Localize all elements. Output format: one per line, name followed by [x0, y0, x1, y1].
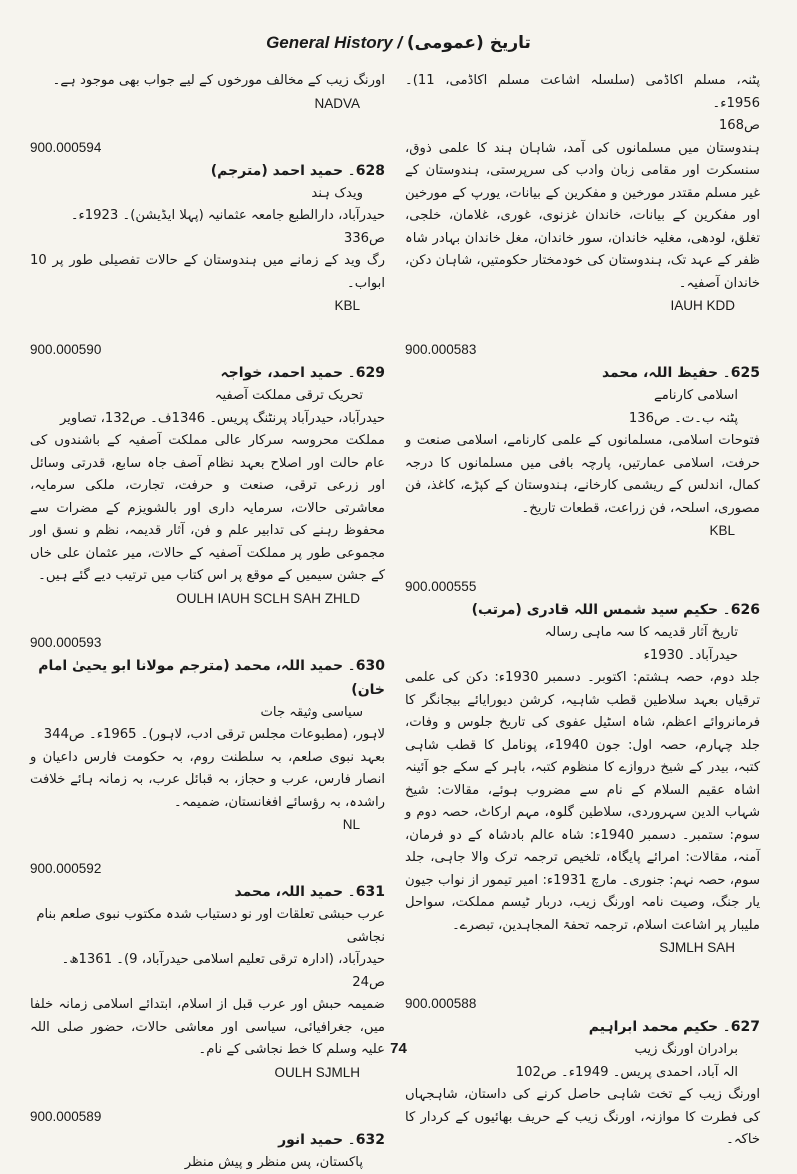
- book-title: تاریخ آثار قدیمہ کا سہ ماہی رسالہ: [405, 622, 760, 645]
- entry-number: 628: [356, 163, 385, 179]
- book-title: پاکستان، پس منظر و پیش منظر: [30, 1152, 385, 1174]
- entry-number: 632: [356, 1132, 385, 1148]
- book-title: ویدک ہند: [30, 183, 385, 206]
- call-number: 900.000593: [30, 632, 385, 654]
- right-column: [405, 70, 760, 1152]
- entry-heading: 632۔ حمید انور: [30, 1128, 385, 1152]
- contents-note: رگ وید کے زمانے میں ہندوستان کے حالات تفصیلی طور پر 10 ابواب۔: [30, 250, 385, 295]
- book-title: تحریک ترقی مملکت آصفیہ: [30, 385, 385, 408]
- entry-heading: 628۔ حمید احمد (مترجم): [30, 159, 385, 183]
- catalog-entry: [405, 339, 760, 542]
- entry-heading: 630۔ حمید اللہ، محمد (مترجم مولانا ابو یحییٰ امام خان): [30, 654, 385, 702]
- contents-note: فتوحات اسلامی، مسلمانوں کے علمی کارنامے، اسلامی صنعت و حرفت، اسلامی عمارتیں، پارچہ بافی میں مسلمانوں کا درجہ کمال، اندلس کے ریشمی کارخانے، ہندوستان کے کپڑے، کاغذ، فن مصوری، اسلحہ، فن زراعت، قطعات تاریخ۔: [405, 430, 760, 520]
- entry-number: 625: [731, 365, 760, 381]
- contents-note: بعہد نبوی صلعم، بہ سلطنت روم، بہ حکومت فارس داعیان و انصار فارس، عرب و حجاز، بہ قبائل عرب، بہ زمانہ ہائے خلافت راشدہ، بہ رؤسائے افغانستان، ضمیمہ۔: [30, 747, 385, 815]
- call-number: 900.000594: [30, 137, 385, 159]
- library-codes: KBL: [405, 520, 760, 542]
- catalog-entry: [405, 576, 760, 959]
- left-column: [30, 70, 385, 1174]
- imprint: لاہور، (مطبوعات مجلس ترقی ادب، لاہور)۔ 1965ء۔ ص344: [30, 724, 385, 747]
- library-codes: OULH IAUH SCLH SAH ZHLD: [30, 588, 385, 610]
- imprint: حیدرآباد۔ 1930ء: [405, 645, 760, 668]
- library-codes: IAUH KDD: [405, 295, 760, 317]
- contents-note: جلد دوم، حصہ ہشتم: اکتوبر۔ دسمبر 1930ء: دکن کی علمی ترقیاں بعہد سلاطین قطب شاہیہ، کرشن دیورایائے بیجانگر کا فرمانروائے اعظم، شاہ اسٹیل عفوی کی تاریخ جلوس و وفات، جلد چہارم، حصہ اول: جون 1940ء، پونامل کا قطب شاہی کتبہ، بیدر کے شیخ دروازے کا منظوم کتبہ، باہر کے سکے جو آئینہ اشاہ عقیم السلام کے نام سے مضروب ہوئے، مقالات: شیخ شہاب الدین سہروردی، سلاطین گلوہ، مہم ارکاٹ، حصہ دوم و سوم: ستمبر۔ دسمبر 1940ء: شاہ عالم بادشاہ کے دو فرمان، آمنہ، مقالات: امرائے پایگاہ، تلخیص ترجمہ ترک والا جاہی، جلد سوم، حصہ نہم: جنوری۔ مارچ 1931ء: امیر تیمور از نواب جیون یار جنگ، وصیت نامہ اورنگ زیب، دربار ٹیسم مملکت، سواحل ملیبار پر اشاعت اسلام، ترجمہ تحفۃ المجاہدین، تبصرے۔: [405, 667, 760, 937]
- entry-number: 630: [356, 658, 385, 674]
- call-number: 900.000555: [405, 576, 760, 598]
- catalog-entry: [405, 993, 760, 1152]
- call-number: 900.000592: [30, 858, 385, 880]
- entry-number: 629: [356, 365, 385, 381]
- call-number: 900.000590: [30, 339, 385, 361]
- entry-number: 631: [356, 884, 385, 900]
- book-title: اسلامی کارنامے: [405, 385, 760, 408]
- entry-number: 627: [731, 1019, 760, 1035]
- author-name: حفیظ اللہ، محمد: [602, 365, 718, 381]
- call-number: 900.000583: [405, 339, 760, 361]
- book-title: عرب حبشی تعلقات اور نو دستیاب شدہ مکتوب نبوی صلعم بنام نجاشی: [30, 904, 385, 949]
- author-name: حمید احمد (مترجم): [211, 163, 343, 179]
- author-name: حمید احمد، خواجہ: [220, 365, 343, 381]
- entry-heading: 629۔ حمید احمد، خواجہ: [30, 361, 385, 385]
- entry-number: 626: [731, 602, 760, 618]
- author-name: حمید اللہ، محمد: [235, 884, 344, 900]
- entry-continuation-text: ص168: [405, 115, 760, 138]
- entry-heading: 626۔ حکیم سید شمس اللہ قادری (مرتب): [405, 598, 760, 622]
- imprint: الہ آباد، احمدی پریس۔ 1949ء۔ ص102: [405, 1062, 760, 1085]
- imprint: پٹنہ ب۔ت۔ ص136: [405, 408, 760, 431]
- library-codes: OULH SJMLH: [30, 1062, 385, 1084]
- library-codes: NL: [30, 814, 385, 836]
- author-name: حکیم سید شمس اللہ قادری (مرتب): [472, 602, 719, 618]
- book-title: برادران اورنگ زیب: [405, 1039, 760, 1062]
- library-codes: SJMLH SAH: [405, 937, 760, 959]
- imprint: حیدرآباد، دارالطبع جامعہ عثمانیہ (پہلا ایڈیشن)۔ 1923ء۔ ص336: [30, 205, 385, 250]
- entry-heading: 625۔ حفیظ اللہ، محمد: [405, 361, 760, 385]
- contents-note: اورنگ زیب کے تخت شاہی حاصل کرنے کی داستان، شاہجہاں کی فطرت کا موازنہ، اورنگ زیب کے حریف بھائیوں کے کردار کا خاکہ۔: [405, 1084, 760, 1152]
- entry-continuation-text: پٹنہ، مسلم اکاڈمی (سلسلہ اشاعت مسلم اکاڈمی، 11)۔ 1956ء۔: [405, 70, 760, 115]
- catalog-entry: [30, 137, 385, 318]
- author-name: حکیم محمد ابراہیم: [589, 1019, 718, 1035]
- entry-heading: 627۔ حکیم محمد ابراہیم: [405, 1015, 760, 1039]
- catalog-entry: [30, 1106, 385, 1174]
- book-title: سیاسی وثیقہ جات: [30, 702, 385, 725]
- library-codes: KBL: [30, 295, 385, 317]
- header-title-urdu: تاریخ (عمومی): [407, 33, 531, 53]
- contents-note: ضمیمہ حبش اور عرب قبل از اسلام، ابتدائے اسلامی زمانہ خلفا میں، جغرافیائی، سیاسی اور معاشی حالات، حضور صلی اللہ علیہ وسلم کا خط نجاشی کے نام۔: [30, 994, 385, 1062]
- author-name: حمید اللہ، محمد (مترجم مولانا ابو یحییٰ امام خان): [38, 658, 385, 698]
- contents-note: مملکت محروسہ سرکار عالی مملکت آصفیہ کے باشندوں کی عام حالت اور اصلاح بعہد نظام آصف جاہ سابع، قدرتی وسائل اور زرعی ترقی، صنعت و حرفت، تجارت، ملکی سرمایہ، معاشرتی حالات، سرمایہ داری اور بالشویزم کے مضرات سے محفوظ رہنے کی تدابیر علم و فن، آثار قدیمہ، نظم و نسق اور مجموعی طور پر مملکت آصفیہ کے حالات، میر عثمان علی خاں کے جشن سیمیں کے موقع پر اس کتاب میں ترتیب دیے گئے ہیں۔: [30, 430, 385, 588]
- call-number: 900.000589: [30, 1106, 385, 1128]
- catalog-entry: [30, 632, 385, 837]
- page-number: 74: [0, 1040, 797, 1057]
- entry-continuation-text: اورنگ زیب کے مخالف مورخوں کے لیے جواب بھی موجود ہے۔: [30, 70, 385, 93]
- imprint: حیدرآباد، (ادارہ ترقی تعلیم اسلامی حیدرآباد، 9)۔ 1361ھ۔ ص24: [30, 949, 385, 994]
- entry-continuation-text: ہندوستان میں مسلمانوں کی آمد، شاہان ہند کا علمی ذوق، سنسکرت اور مقامی زبان وادب کی سرپرستی، ہندوستان کے غیر مسلم مقتدر مورخین و مفکرین کے بیانات، یورپ کے مورخین اور مفکرین کے بیانات، خاندان غزنوی، غوری، غلامان، خلجی، تغلق، لودھی، مغلیہ خاندان، سور خاندان، مغل خاندان بہادر شاہ ظفر کے عہد تک، ہندوستان کی خودمختار حکومتیں، شاہان دکن، خاندان آصفیہ۔: [405, 138, 760, 296]
- header-title-english: General History /: [266, 33, 402, 52]
- author-name: حمید انور: [278, 1132, 343, 1148]
- call-number: 900.000588: [405, 993, 760, 1015]
- imprint: حیدرآباد، حیدرآباد پرنٹنگ پریس۔ 1346ف۔ ص132، تصاویر: [30, 408, 385, 431]
- library-codes: NADVA: [30, 93, 385, 115]
- catalog-entry: [30, 339, 385, 610]
- running-header: [0, 33, 797, 53]
- entry-heading: 631۔ حمید اللہ، محمد: [30, 880, 385, 904]
